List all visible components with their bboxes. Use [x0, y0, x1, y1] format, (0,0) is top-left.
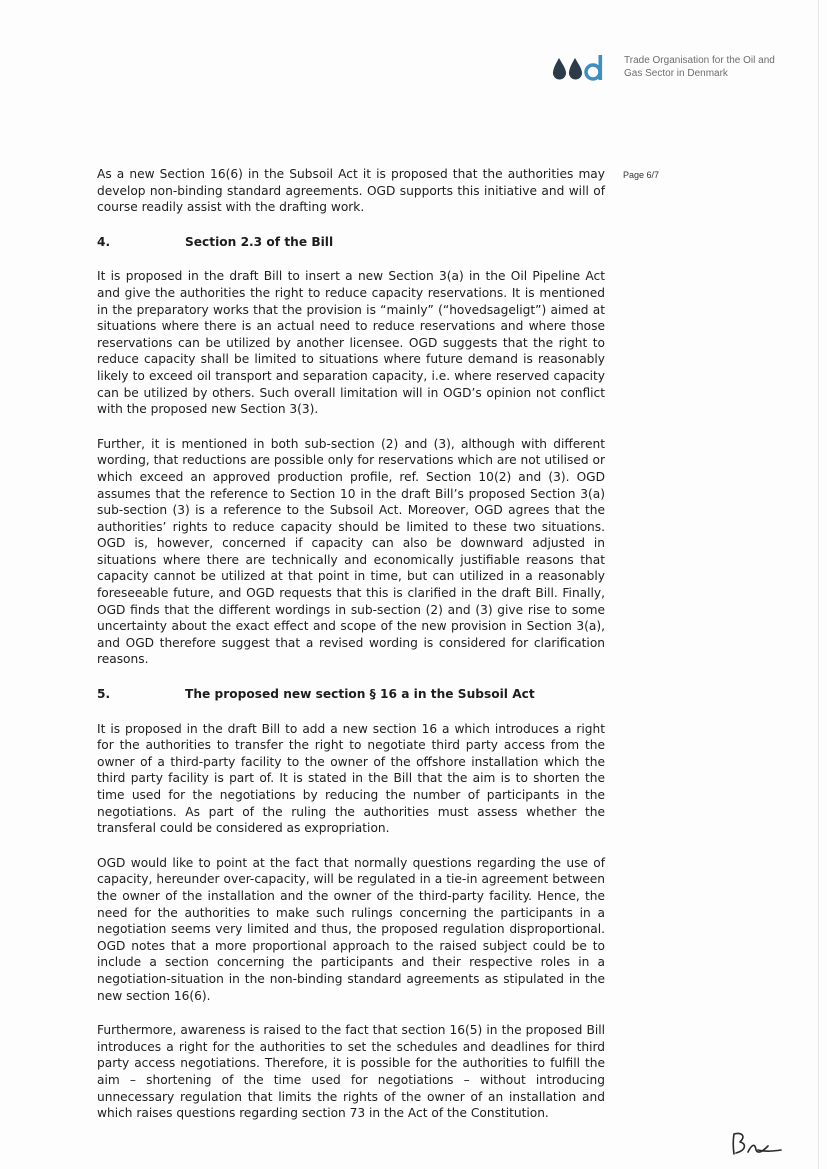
- section-4-paragraph-1: It is proposed in the draft Bill to insert a new Section 3(a) in the Oil Pipeline Act and give the authorities the right to reduce capacity reservations. It is mentioned in the preparatory works that the provision is “mainly” (“hovedsageligt”) aimed at situations where there is an actual need to reduce reservations and where those reservations can be utilized by another licensee. OGD suggests that the right to reduce capacity shall be limited to situations where future demand is reasonably likely to exceed oil transport and separation capacity, i.e. where reserved capacity can be utilized by others. Such overall limitation will in OGD’s opinion not conflict with the proposed new Section 3(3).: [97, 269, 605, 417]
- organisation-name-line-1: Trade Organisation for the Oil and: [624, 55, 775, 66]
- section-5-paragraph-3: Furthermore, awareness is raised to the fact that section 16(5) in the proposed Bill introduces a right for the authorities to set the schedules and deadlines for third party access negotiations. Therefore, it is possible for the authorities to fulfill the aim – shortening of the time used for negotiations – without introducing unnecessary regulation that limits the rights of the owner of an installation and which raises questions regarding section 73 in the Act of the Constitution.: [97, 1023, 605, 1121]
- section-title: The proposed new section § 16 a in the Subsoil Act: [185, 687, 535, 702]
- section-5-heading: [97, 686, 605, 703]
- document-body: [97, 166, 605, 1140]
- section-5-paragraph-2: OGD would like to point at the fact that normally questions regarding the use of capacity, hereunder over-capacity, will be regulated in a tie-in agreement between the owner of the installation and the owner of the third-party facility. Hence, the need for the authorities to make such rulings concerning the participants in a negotiation seems very limited and thus, the proposed regulation disproportional. OGD notes that a more proportional approach to the raised subject could be to include a section concerning the participants and their respective roles in a negotiation-situation in the non-binding standard agreements as stipulated in the new section 16(6).: [97, 855, 605, 1003]
- section-title: Section 2.3 of the Bill: [185, 234, 334, 249]
- handwritten-initials-signature: [728, 1130, 783, 1158]
- ogd-logo-icon: [551, 52, 611, 84]
- organisation-name-line-2: Gas Sector in Denmark: [624, 68, 728, 79]
- section-5-paragraph-1: It is proposed in the draft Bill to add a new section 16 a which introduces a right for the authorities to transfer the right to negotiate third party access from the owner of a third-party facility to the owner of the offshore installation which the third party facility is part of. It is stated in the Bill that the aim is to shorten the time used for the negotiations by reducing the number of participants in the negotiations. As part of the ruling the authorities must assess whether the transferal could be considered as expropriation.: [97, 721, 605, 836]
- section-4-heading: [97, 234, 605, 251]
- section-number: 4.: [97, 234, 111, 249]
- organisation-name: [624, 54, 814, 80]
- intro-paragraph: As a new Section 16(6) in the Subsoil Act it is proposed that the authorities may develop non-binding standard agreements. OGD supports this initiative and will of course readily assist with the drafting work.: [97, 167, 605, 215]
- section-4-paragraph-2: Further, it is mentioned in both sub-section (2) and (3), although with different wording, that reductions are possible only for reservations which are not utilised or which exceed an approved production profile, ref. Section 10(2) and (3). OGD assumes that the reference to Section 10 in the draft Bill’s proposed Section 3(a) sub-section (3) is a reference to the Subsoil Act. Moreover, OGD agrees that the authorities’ rights to reduce capacity should be limited to these two situations. OGD is, however, concerned if capacity can also be downward adjusted in situations where there are technically and economically justifiable reasons that capacity cannot be utilized at that point in time, but can utilized in a reasonably foreseeable future, and OGD requests that this is clarified in the draft Bill. Finally, OGD finds that the different wordings in sub-section (2) and (3) give rise to some uncertainty about the exact effect and scope of the new provision in Section 3(a), and OGD therefore suggest that a revised wording is considered for clarification reasons.: [97, 436, 605, 667]
- page-edge-line: [818, 0, 819, 1169]
- section-number: 5.: [97, 687, 111, 702]
- page-number: Page 6/7: [623, 170, 660, 180]
